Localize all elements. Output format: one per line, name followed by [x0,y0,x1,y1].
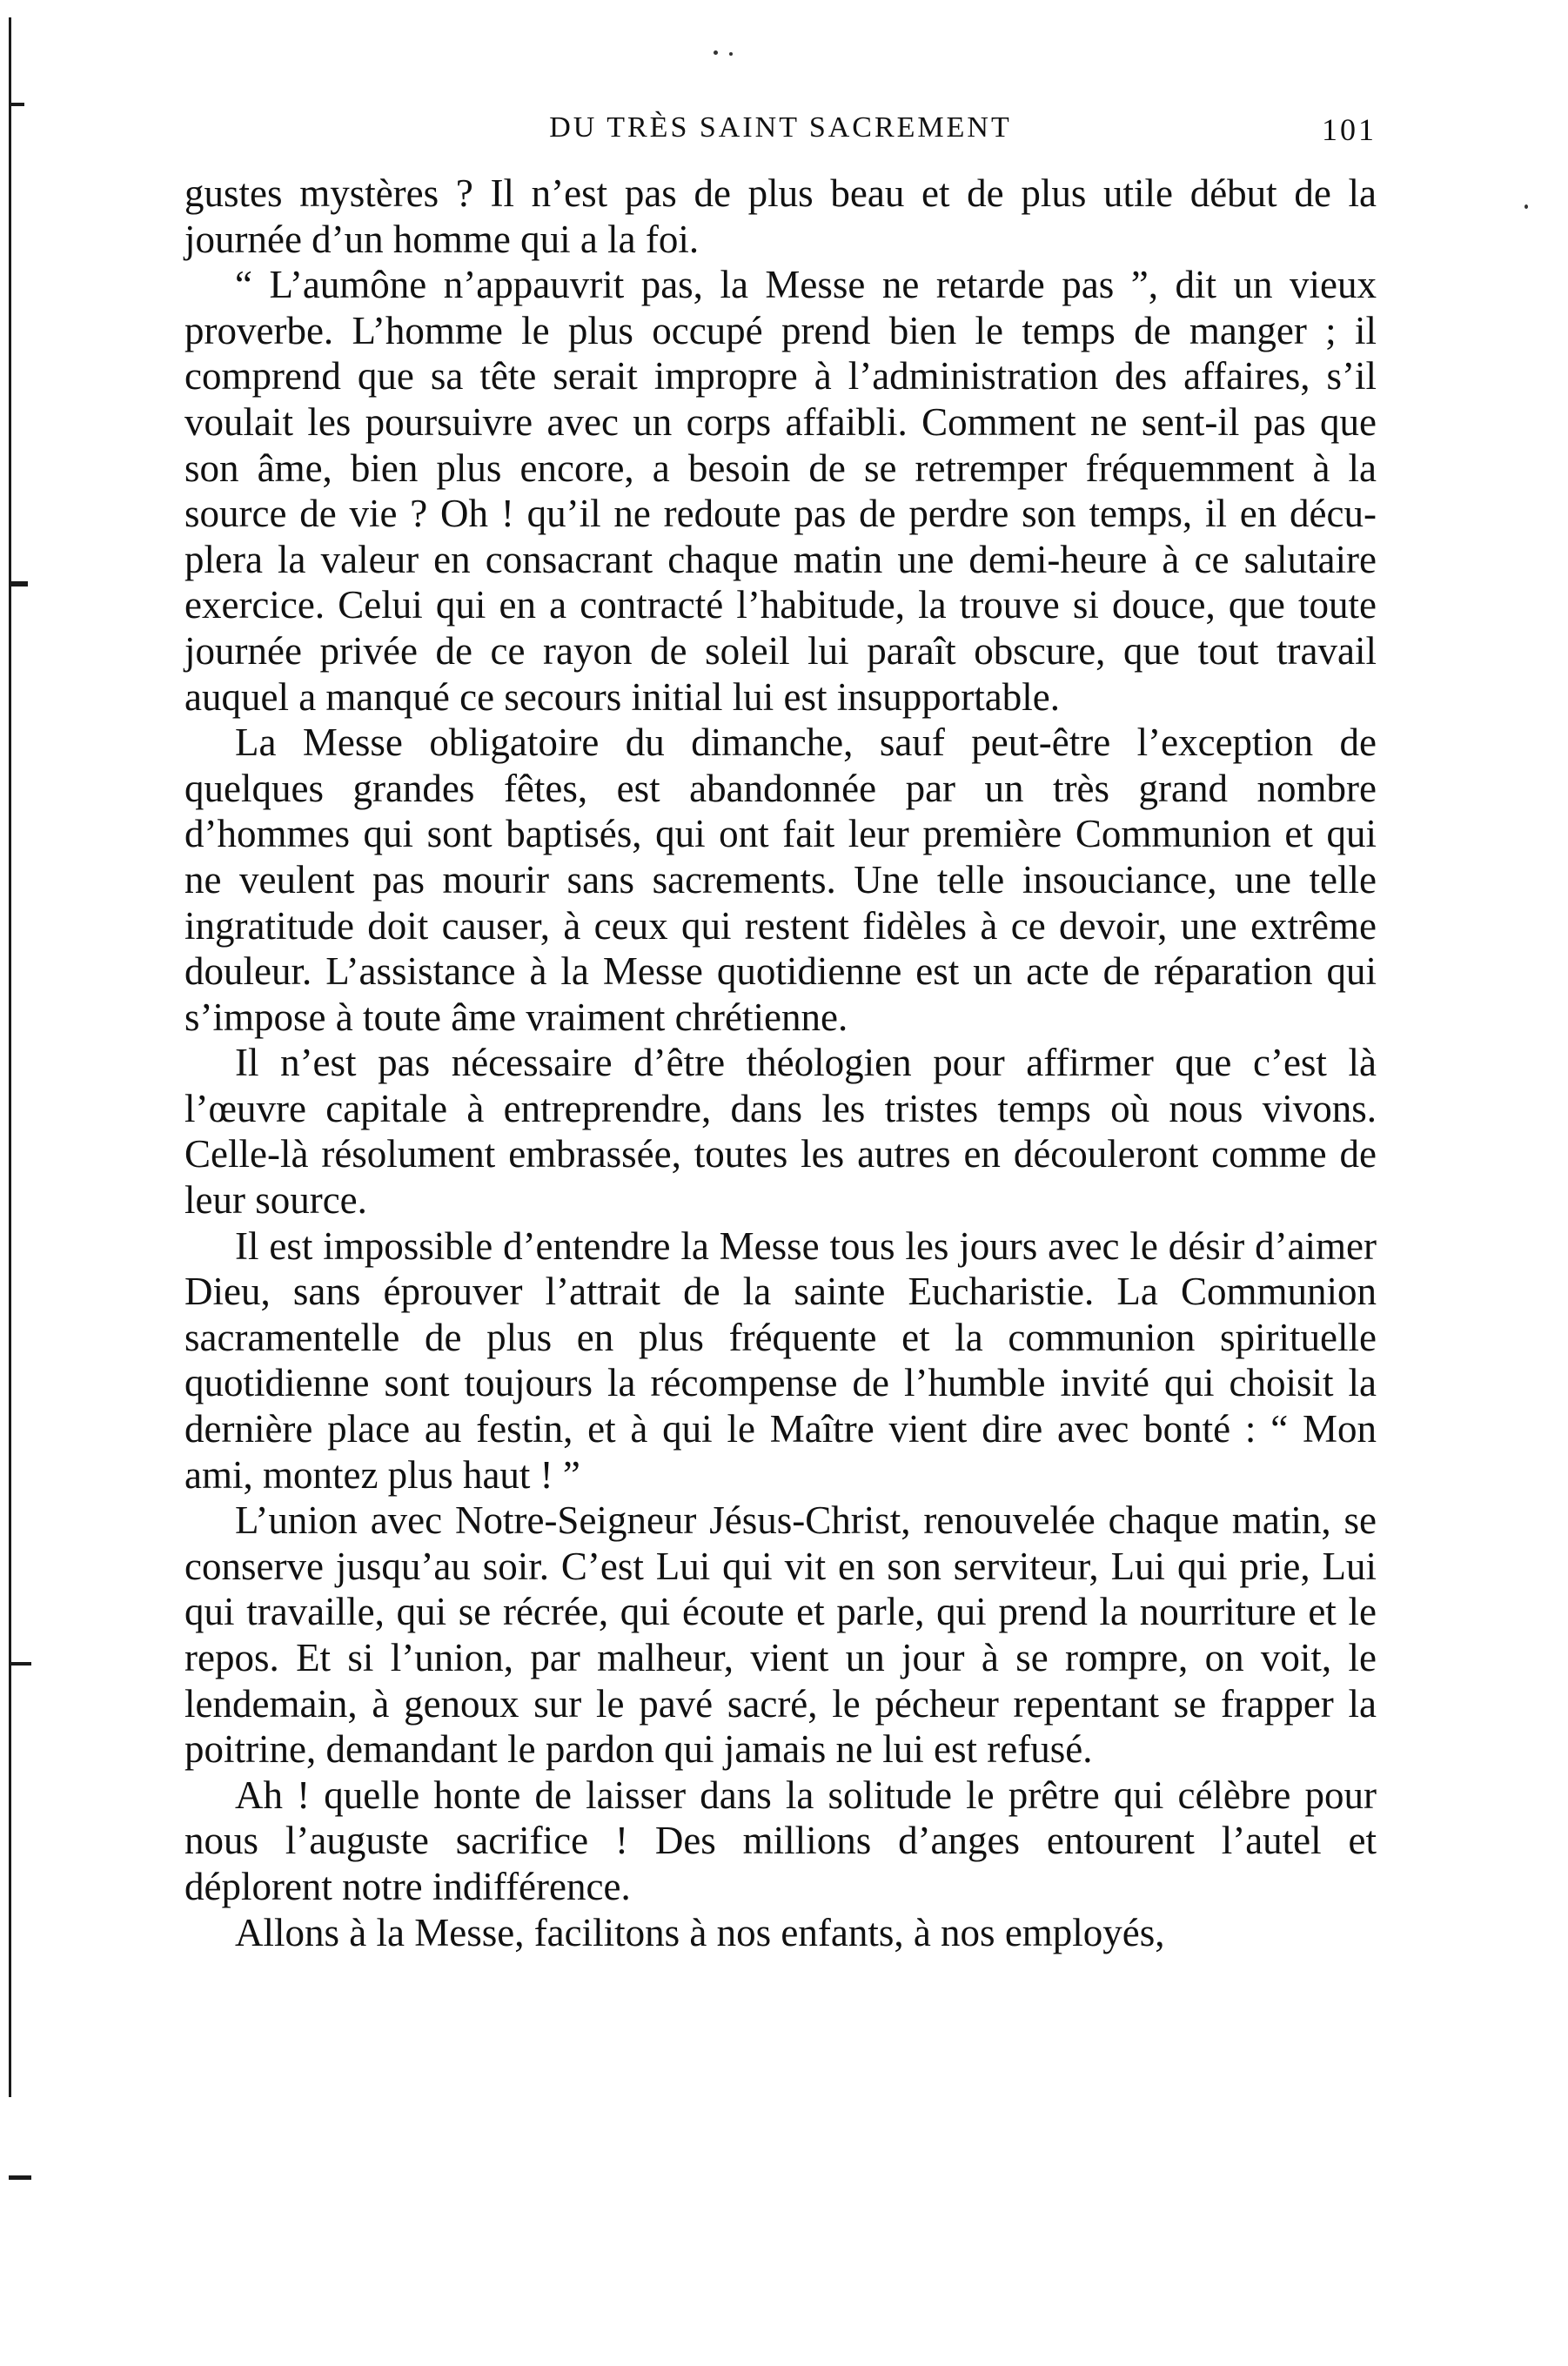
paragraph: L’union avec Notre-Seigneur Jésus-Christ, renouvelée chaque matin, se conserve jusqu’au soir. C’est Lui qui vit en son serviteur, Lui qui prie, Lui qui travaille, qui se récrée, qui écoute et parle, qui prend la nourriture et le repos. Et si l’union, par malheur, vient un jour à se rompre, on voit, le lendemain, à genoux sur le pavé sacré, le pécheur repentant se frapper la poitrine, demandant le pardon qui jamais ne lui est refusé. [184,1498,1377,1772]
paragraph: Ah ! quelle honte de laisser dans la solitude le prêtre qui célèbre pour nous l’auguste sacrifice ! Des millions d’anges entourent l’autel et déplorent notre indifférence. [184,1773,1377,1908]
scan-speck [729,52,733,56]
paragraph: gustes mystères ? Il n’est pas de plus beau et de plus utile début de la journée d’un homme qui a la foi. [184,171,1377,261]
page-number: 101 [1322,112,1377,147]
binding-edge-mark [9,2175,31,2180]
binding-edge-mark [9,103,24,106]
binding-edge-mark [9,1662,31,1666]
binding-edge-mark [9,581,28,586]
paragraph: Il est impossible d’entendre la Messe tous les jours avec le désir d’aimer Dieu, sans éprouver l’attrait de la sainte Eucharistie. La Communion sacramentelle de plus en plus fréquente et la communion spirituelle quotidienne sont toujours la récompense de l’humble invité qui choisit la dernière place au festin, et à qui le Maître vient dire avec bonté : “ Mon ami, montez plus haut ! ” [184,1223,1377,1497]
body-text [184,171,1377,1955]
paragraph: “ L’aumône n’appauvrit pas, la Messe ne retarde pas ”, dit un vieux proverbe. L’homme le plus occupé prend bien le temps de manger ; il comprend que sa tête serait impropre à l’administration des affaires, s’il voulait les poursuivre avec un corps affaibli. Comment ne sent-il pas que son âme, bien plus encore, a besoin de se retremper fréquemment à la source de vie ? Oh ! qu’il ne redoute pas de perdre son temps, il en décuplera la valeur en consacrant chaque matin une demi-heure à ce salutaire exercice. Celui qui en a contracté l’habitude, la trouve si douce, que toute journée privée de ce rayon de soleil lui paraît obscure, que tout travail auquel a manqué ce secours initial lui est insupportable. [184,263,1377,719]
binding-edge-line [9,17,11,2097]
scan-speck [714,50,718,55]
scan-speck [1524,204,1528,209]
running-head [184,111,1377,160]
paragraph: Il n’est pas nécessaire d’être théologien pour affirmer que c’est là l’œuvre capitale à entreprendre, dans les tristes temps où nous vivons. Celle-là résolument embrassée, toutes les autres en découleront comme de leur source. [184,1041,1377,1223]
paragraph: La Messe obligatoire du dimanche, sauf peut-être l’exception de quelques grandes fêtes, est abandonnée par un très grand nombre d’hommes qui sont baptisés, qui ont fait leur première Communion et qui ne veulent pas mourir sans sacrements. Une telle insouciance, une telle ingratitude doit causer, à ceux qui restent fidèles à ce devoir, une extrême douleur. L’assistance à la Messe quotidienne est un acte de réparation qui s’impose à toute âme vraiment chrétienne. [184,721,1377,1039]
paragraph: Allons à la Messe, facilitons à nos enfants, à nos employés, [235,1910,1165,1954]
running-title: DU TRÈS SAINT SACREMENT [549,111,1012,144]
